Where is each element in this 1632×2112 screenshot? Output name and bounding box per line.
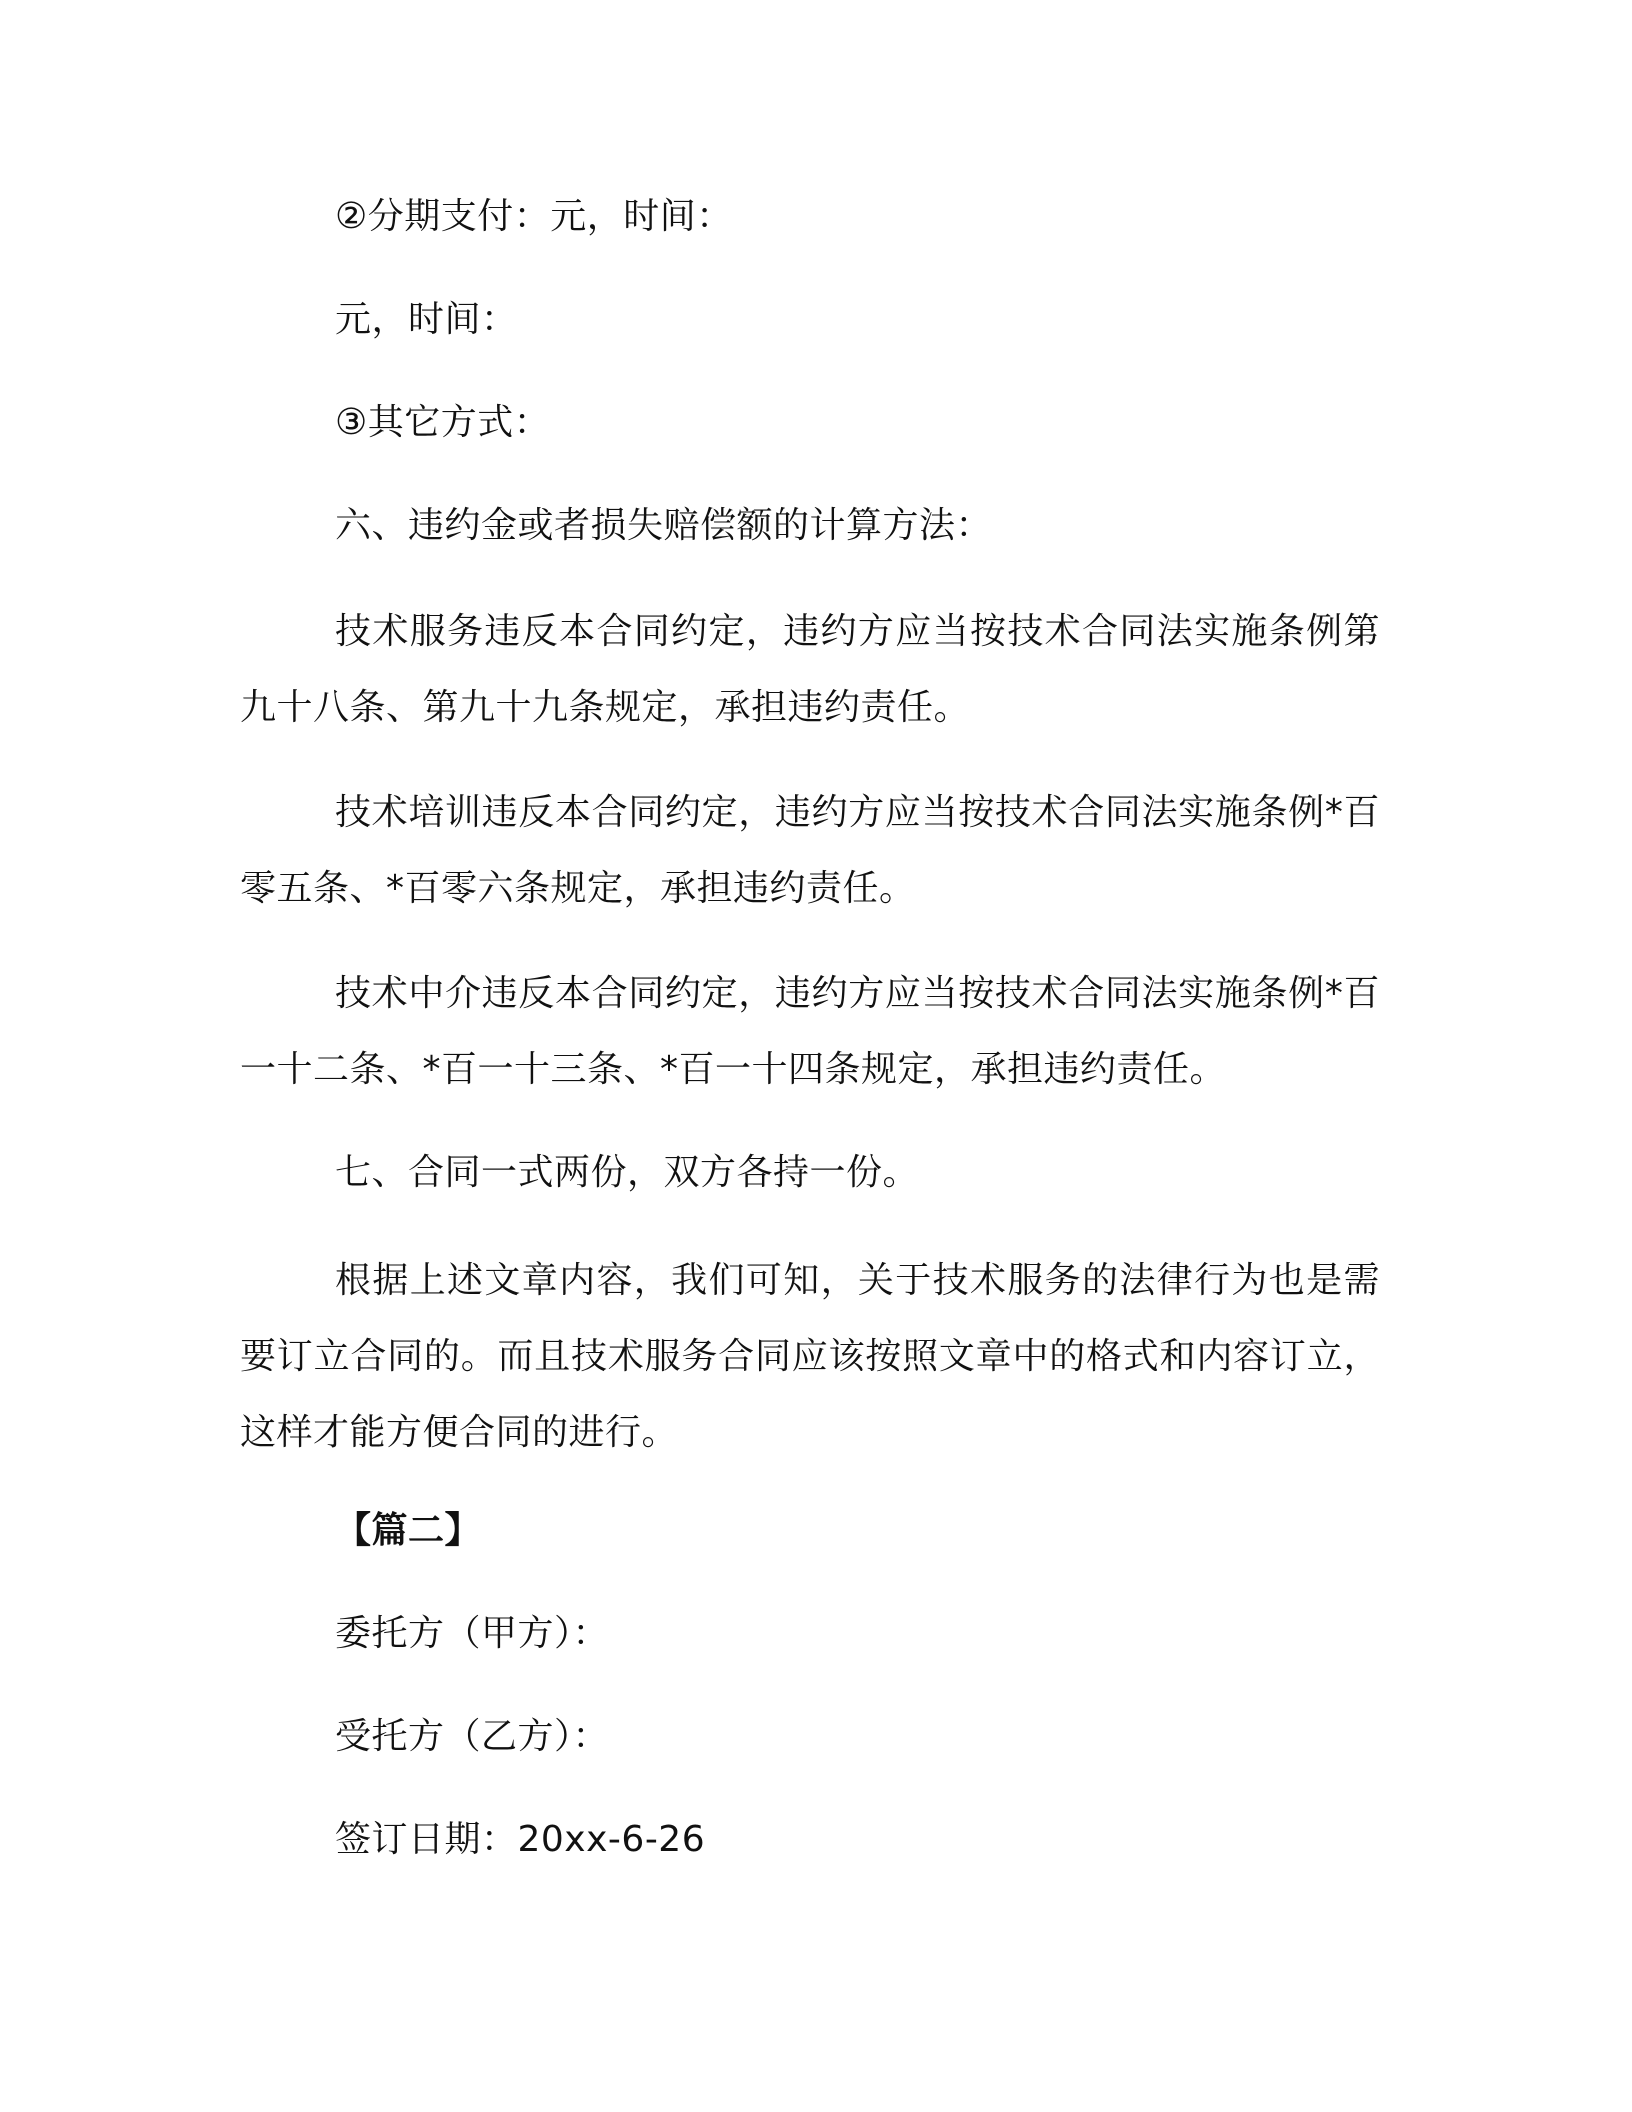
other-method-line: ③其它方式： bbox=[335, 402, 551, 443]
client-party-a-line: 委托方（甲方）： bbox=[335, 1613, 610, 1654]
tech-training-paragraph: 技术培训违反本合同约定，违约方应当按技术合同法实施条例*百零五条、*百零六条规定，承担违约责任。 bbox=[240, 792, 1380, 909]
yuan-time-line: 元，时间： bbox=[335, 299, 518, 340]
section-seven-line: 七、合同一式两份，双方各持一份。 bbox=[335, 1152, 920, 1193]
summary-paragraph: 根据上述文章内容，我们可知，关于技术服务的法律行为也是需要订立合同的。而且技术服务合同应该按照文章中的格式和内容订立，这样才能方便合同的进行。 bbox=[240, 1260, 1380, 1453]
trustee-party-b-line: 受托方（乙方）： bbox=[335, 1716, 610, 1757]
tech-service-paragraph: 技术服务违反本合同约定，违约方应当按技术合同法实施条例第九十八条、第九十九条规定，承担违约责任。 bbox=[240, 611, 1380, 728]
tech-intermediary-paragraph: 技术中介违反本合同约定，违约方应当按技术合同法实施条例*百一十二条、*百一十三条、*百一十四条规定，承担违约责任。 bbox=[240, 973, 1380, 1090]
sign-date-line: 签订日期：20xx-6-26 bbox=[335, 1819, 706, 1860]
part-two-title: 【篇二】 bbox=[335, 1510, 482, 1551]
installment-payment-line: ②分期支付：元，时间： bbox=[335, 196, 733, 237]
section-six-heading: 六、违约金或者损失赔偿额的计算方法： bbox=[335, 505, 993, 546]
